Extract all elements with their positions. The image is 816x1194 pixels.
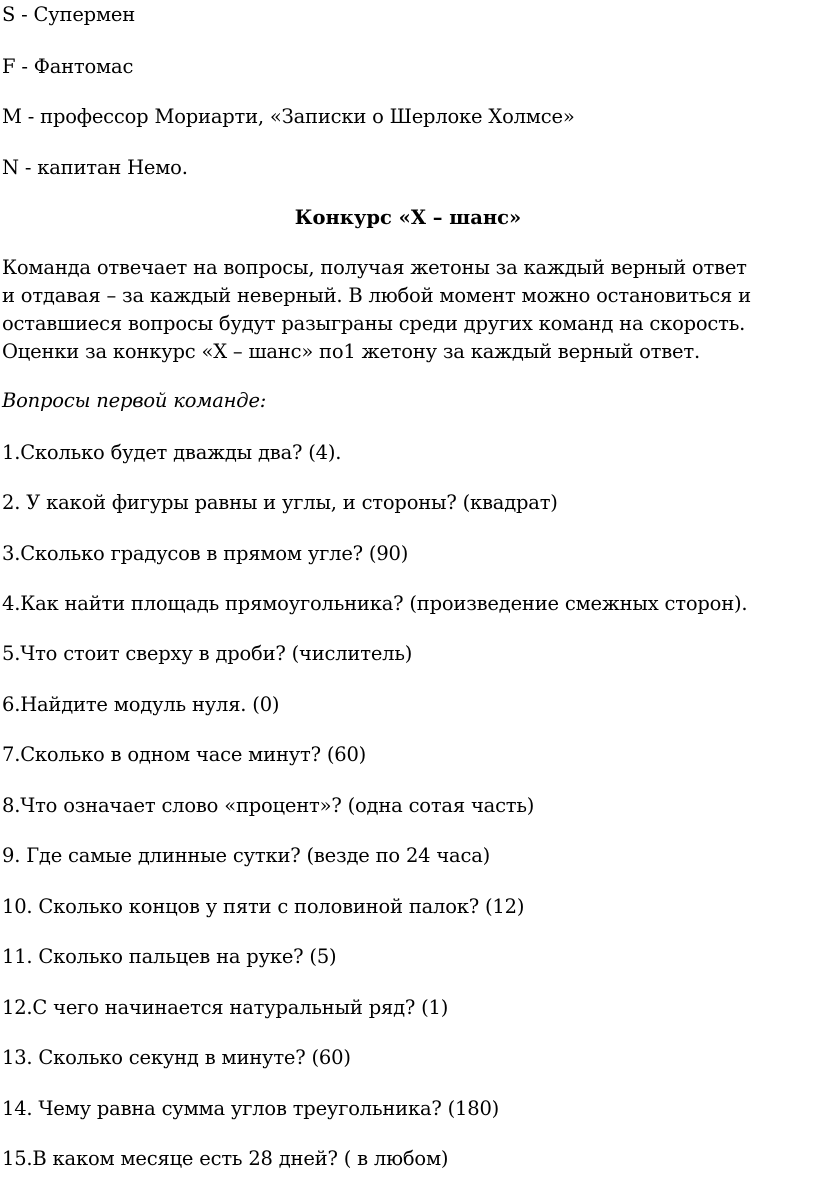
question-item: 9. Где самые длинные сутки? (везде по 24 часа) bbox=[2, 844, 491, 867]
question-item: 6.Найдите модуль нуля. (0) bbox=[2, 693, 280, 716]
question-item: 5.Что стоит сверху в дроби? (числитель) bbox=[2, 642, 413, 665]
question-item: 11. Сколько пальцев на руке? (5) bbox=[2, 945, 337, 968]
description-line: Команда отвечает на вопросы, получая жетоны за каждый верный ответ bbox=[2, 256, 747, 279]
question-item: 2. У какой фигуры равны и углы, и стороны? (квадрат) bbox=[2, 491, 558, 514]
question-item: 14. Чему равна сумма углов треугольника? (180) bbox=[2, 1097, 500, 1120]
contest-title: Конкурс «Х – шанс» bbox=[294, 206, 522, 229]
question-item: 15.В каком месяце есть 28 дней? ( в любом) bbox=[2, 1147, 449, 1170]
contest-description bbox=[2, 254, 814, 366]
question-item: 12.С чего начинается натуральный ряд? (1) bbox=[2, 996, 449, 1019]
character-line-m: M - профессор Мориарти, «Записки о Шерлоке Холмсе» bbox=[2, 105, 575, 128]
question-item: 8.Что означает слово «процент»? (одна сотая часть) bbox=[2, 794, 535, 817]
description-line: оставшиеся вопросы будут разыграны среди других команд на скорость. bbox=[2, 312, 746, 335]
character-line-s: S - Супермен bbox=[2, 3, 136, 26]
question-item: 7.Сколько в одном часе минут? (60) bbox=[2, 743, 367, 766]
question-item: 10. Сколько концов у пяти с половиной палок? (12) bbox=[2, 895, 525, 918]
questions-heading: Вопросы первой команде: bbox=[2, 389, 267, 412]
question-item: 3.Сколько градусов в прямом угле? (90) bbox=[2, 542, 409, 565]
question-item: 1.Сколько будет дважды два? (4). bbox=[2, 441, 342, 464]
description-line: Оценки за конкурс «Х – шанс» по1 жетону за каждый верный ответ. bbox=[2, 340, 700, 363]
question-item: 13. Сколько секунд в минуте? (60) bbox=[2, 1046, 351, 1069]
character-line-f: F - Фантомас bbox=[2, 55, 134, 78]
description-line: и отдавая – за каждый неверный. В любой момент можно остановиться и bbox=[2, 284, 751, 307]
question-item: 4.Как найти площадь прямоугольника? (произведение смежных сторон). bbox=[2, 592, 748, 615]
character-line-n: N - капитан Немо. bbox=[2, 156, 188, 179]
